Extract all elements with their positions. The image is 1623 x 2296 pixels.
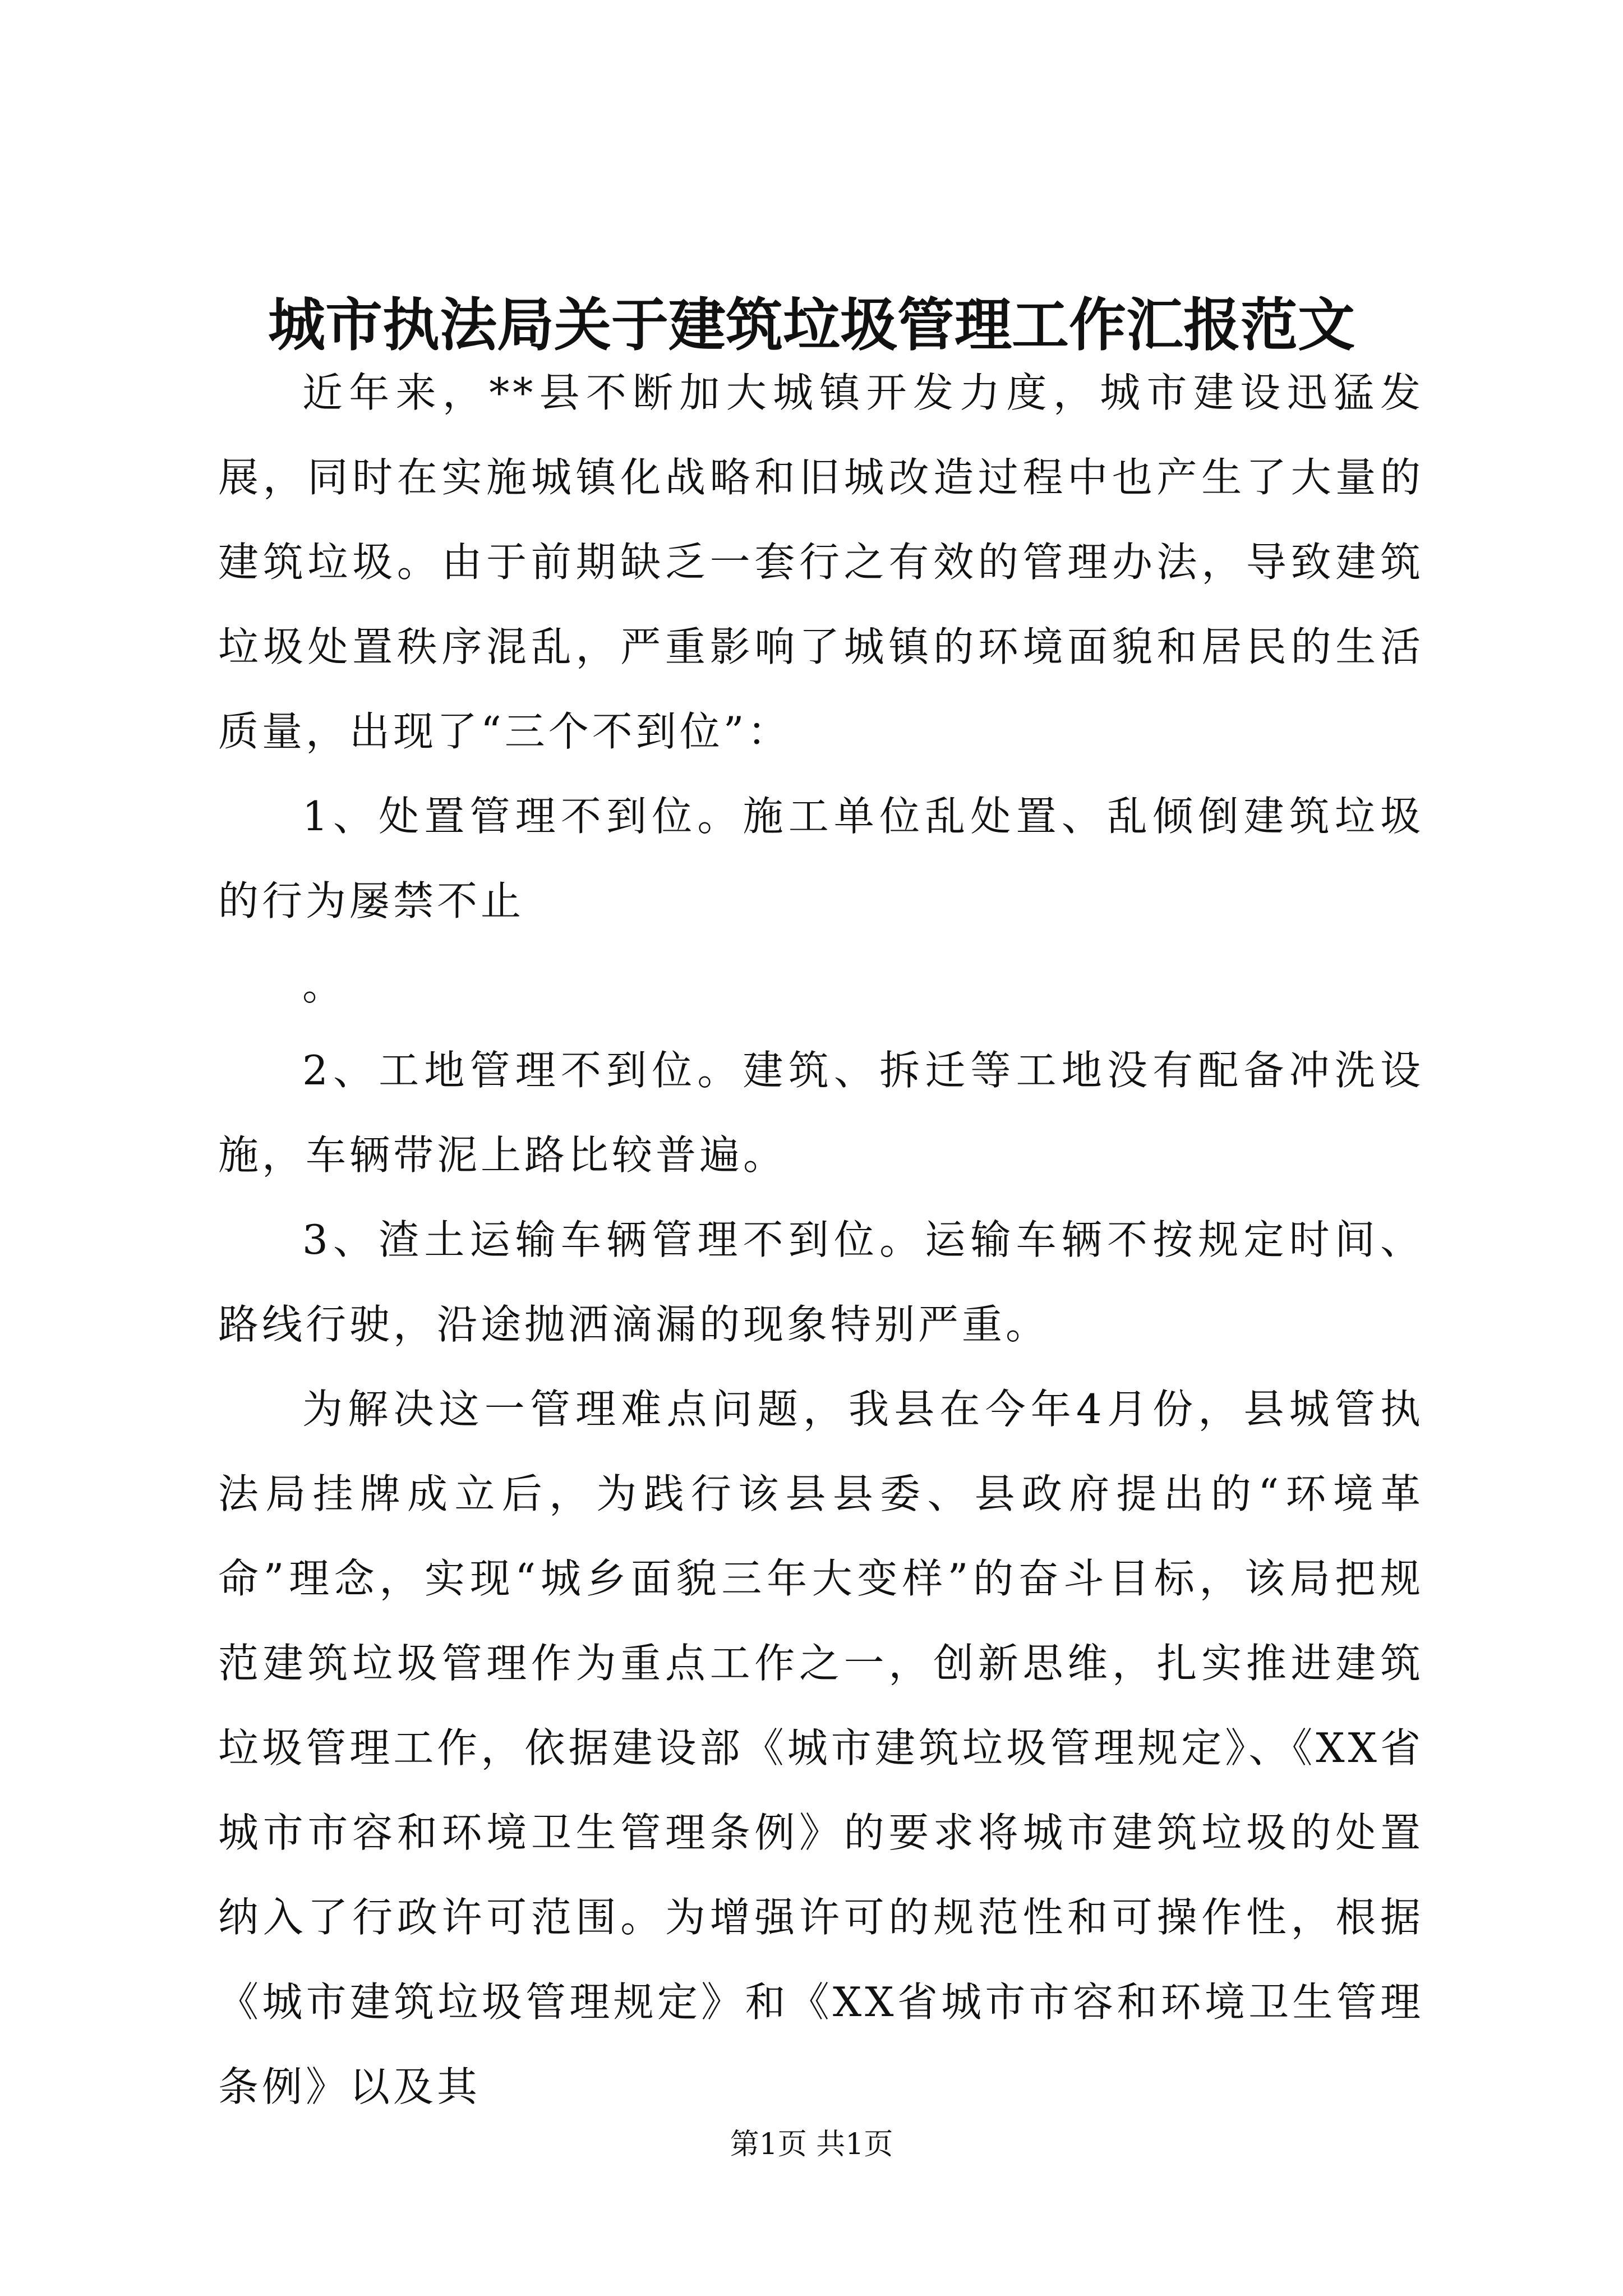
paragraph-intro: 近年来，**县不断加大城镇开发力度，城市建设迅猛发展，同时在实施城镇化战略和旧城改造过程中也产生了大量的建筑垃圾。由于前期缺乏一套行之有效的管理办法，导致建筑垃圾处置秩序混乱，严重影响了城镇的环境面貌和居民的生活质量，出现了“三个不到位”： [218,369,1424,755]
paragraph-solution: 为解决这一管理难点问题，我县在今年4月份，县城管执法局挂牌成立后，为践行该县县委、县政府提出的“环境革命”理念，实现“城乡面貌三年大变样”的奋斗目标，该局把规范建筑垃圾管理作为重点工作之一，创新思维，扎实推进建筑垃圾管理工作，依据建设部《城市建筑垃圾管理规定》、《XX省城市市容和环境卫生管理条例》的要求将城市建筑垃圾的处置纳入了行政许可范围。为增强许可的规范性和可操作性，根据《城市建筑垃圾管理规定》和《XX省城市市容和环境卫生管理条例》以及其 [218,1386,1424,2110]
page-footer: 第1页 共1页 [730,2128,893,2161]
paragraph-item-3: 3、渣土运输车辆管理不到位。运输车辆不按规定时间、路线行驶，沿途抛洒滴漏的现象特别严重。 [218,1216,1424,1348]
document-body [218,351,1424,2129]
paragraph-item-2: 2、工地管理不到位。建筑、拆迁等工地没有配备冲洗设施，车辆带泥上路比较普遍。 [218,1047,1424,1179]
paragraph-item-1: 1、处置管理不到位。施工单位乱处置、乱倾倒建筑垃圾的行为屡禁不止 [218,793,1424,924]
paragraph-period: 。 [302,962,347,1009]
document-title: 城市执法局关于建筑垃圾管理工作汇报范文 [268,292,1355,359]
